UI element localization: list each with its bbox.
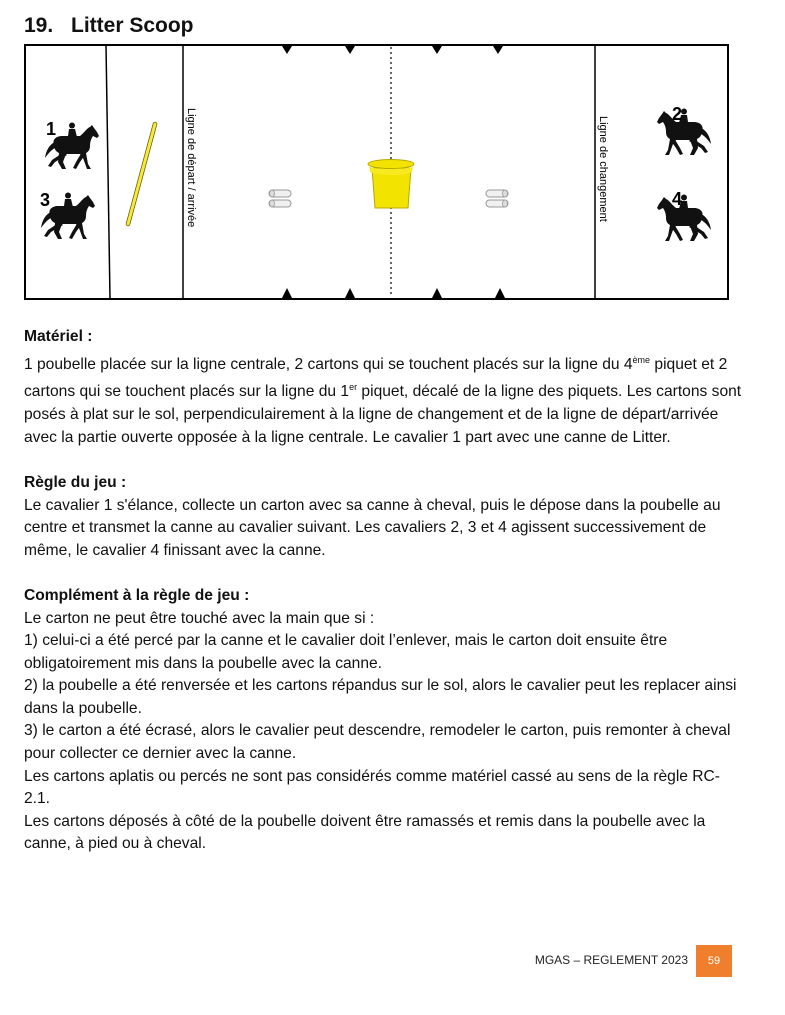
complement-line: Les cartons aplatis ou percés ne sont pas considérés comme matériel cassé au sens de la règle RC-2.1. xyxy=(24,767,721,808)
arena-diagram xyxy=(24,44,730,301)
rider-3-label: 3 xyxy=(40,190,51,210)
complement-line: 1) celui-ci a été percé par la canne et le cavalier doit l’enlever, mais le carton doit ensuite être obligatoirement mis dans la poubelle avec la canne. xyxy=(24,632,668,672)
materiel-text-2: piquet et 2 cartons qui se touchent placés sur la ligne du 1 xyxy=(24,355,728,401)
materiel-heading: Matériel : xyxy=(24,328,93,345)
complement-line: 3) le carton a été écrasé, alors le cavalier peut descendre, remodeler le carton, puis remonter à cheval pour collecter ce dernier avec la canne. xyxy=(24,722,731,763)
page-footer xyxy=(510,945,732,977)
complement-line: 2) la poubelle a été renversée et les cartons répandus sur le sol, alors le cavalier peut les replacer ainsi dans la poubelle. xyxy=(24,677,737,717)
bucket-icon xyxy=(368,160,414,209)
complement-line: Les cartons déposés à côté de la poubelle doivent être ramassés et remis dans la poubelle avec la canne, à pied ou à cheval. xyxy=(24,812,706,853)
regle-heading: Règle du jeu : xyxy=(24,473,127,491)
materiel-sup-2: er xyxy=(349,382,358,393)
materiel-text-3: piquet, décalé de la ligne des piquets. Les cartons sont posés à plat sur le sol, perpendiculairement à la ligne de changement et de la ligne de départ/arrivée avec la partie ouverte opposée à la ligne centrale. Le cavalier 1 part avec une canne de Litter. xyxy=(24,383,742,446)
rider-4-label: 4 xyxy=(672,189,683,209)
rider-1-label: 1 xyxy=(46,119,57,139)
complement-line: Le carton ne peut être touché avec la main que si : xyxy=(24,609,375,627)
change-line-label: Ligne de changement xyxy=(597,116,609,222)
rules-text xyxy=(24,326,744,856)
section-number: 19. xyxy=(24,14,54,37)
section-title: Litter Scoop xyxy=(71,14,194,37)
page-title xyxy=(24,14,194,38)
page-number-badge: 59 xyxy=(696,945,732,977)
materiel-paragraph xyxy=(24,349,744,450)
complement-heading: Complément à la règle de jeu : xyxy=(24,586,250,604)
regle-paragraph: Le cavalier 1 s'élance, collecte un carton avec sa canne à cheval, puis le dépose dans la poubelle au centre et transmet la canne au cavalier suivant. Les cavaliers 2, 3 et 4 agissent successivement de même, le cavalier 4 finissant avec la canne. xyxy=(24,496,721,559)
start-line-label: Ligne de départ / arrivée xyxy=(185,108,197,228)
materiel-sup-1: ème xyxy=(632,354,651,365)
rider-2-label: 2 xyxy=(672,104,683,124)
materiel-text-1: 1 poubelle placée sur la ligne centrale, 2 cartons qui se touchent placés sur la ligne du 4 xyxy=(24,355,633,373)
footer-label: MGAS – REGLEMENT 2023 xyxy=(534,953,688,967)
